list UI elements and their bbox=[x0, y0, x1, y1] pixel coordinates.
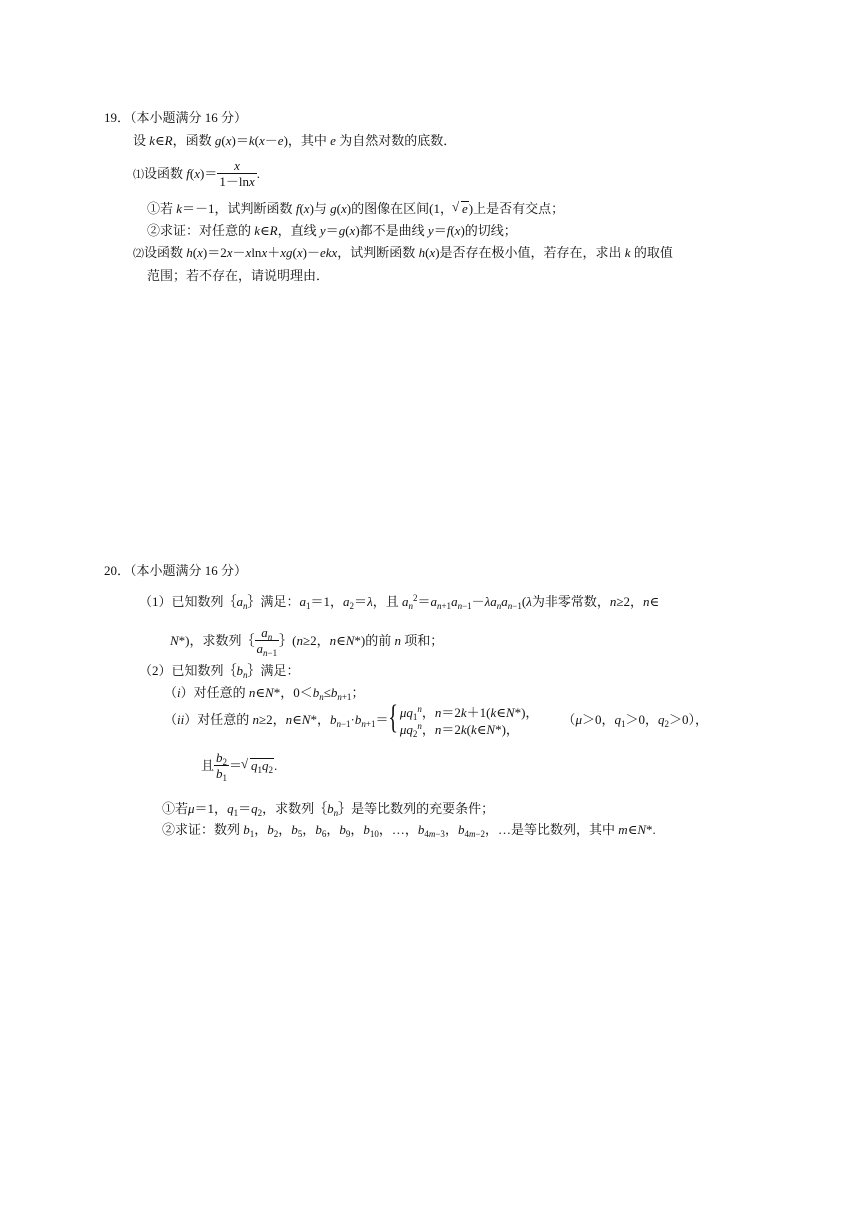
q19-part1-b: ②求证：对任意的 k∈R，直线 y＝g(x)都不是曲线 y＝f(x)的切线； bbox=[147, 223, 517, 238]
q19-header: 19．（本小题满分 16 分） bbox=[104, 110, 248, 125]
q20-part1-line2: N*)，求数列｛ $\frac{a_n}{a_{n-1}}$ ｝(n≥2，n∈N*)的前 n 项和； bbox=[170, 625, 444, 658]
q19-part2-line2: 范围；若不存在，请说明理由． bbox=[147, 268, 330, 283]
q19-part1-intro: ⑴设函数 f(x)＝ $\frac{x}{1-\ln x}$ . bbox=[133, 158, 261, 189]
q20-part2-a: ①若μ＝1，$q_1=q_2$，求数列$\{b_n\}$是等比数列的充要条件； bbox=[162, 801, 495, 818]
q19-part1-a: ①若 k＝－1，试判断函数 f(x)与 g(x)的图像在区间(1，√ e)上是否有交点； bbox=[147, 201, 564, 217]
q20-ratio-condition: 且 $\frac{b_2}{b_1}$ ＝√ $q_1q_2$. bbox=[201, 752, 277, 782]
q20-part2-intro: （2）已知数列$\{b_n\}$满足： bbox=[139, 663, 300, 680]
q20-part1-line1: （1）已知数列$\{a_n\}$满足：$a_1=1$，$a_2=\lambda$，且 $a_n^2=a_{n+1}a_{n-1}-\lambda a_na_{n-1}(\lambda$为非零常数，n≥2，n∈ bbox=[139, 593, 660, 611]
q20-condition-i: （i）对任意的 n∈N*，$0<b_n\le b_{n+1}$； bbox=[164, 685, 365, 702]
q19-part2-line1: ⑵设函数 h(x)＝2x－xlnx＋xg(x)－ekx，试判断函数 h(x)是否存在极小值，若存在，求出 k 的取值 bbox=[133, 245, 673, 260]
q20-condition-ii: （ii）对任意的 n≥2，n∈N*，$b_{n-1}\cdot b_{n+1}=${ $\mu q_1^n$，n＝2k＋1(k∈N*)， $\mu q_2^n$，n＝2k(k∈N*)， （μ＞0，$q_1>0$，$q_2>0$）， bbox=[164, 699, 709, 739]
q20-header: 20．（本小题满分 16 分） bbox=[104, 563, 248, 578]
q20-part2-b: ②求证：数列 $b_1$，$b_2$，$b_5$，$b_6$，$b_9$，$b_{10}$，…，$b_{4m-3}$，$b_{4m-2}$，…是等比数列，其中 m∈N*. bbox=[162, 822, 656, 839]
q19-statement: 设 k∈R，函数 g(x)＝k(x－e)，其中 e 为自然对数的底数． bbox=[133, 133, 457, 148]
